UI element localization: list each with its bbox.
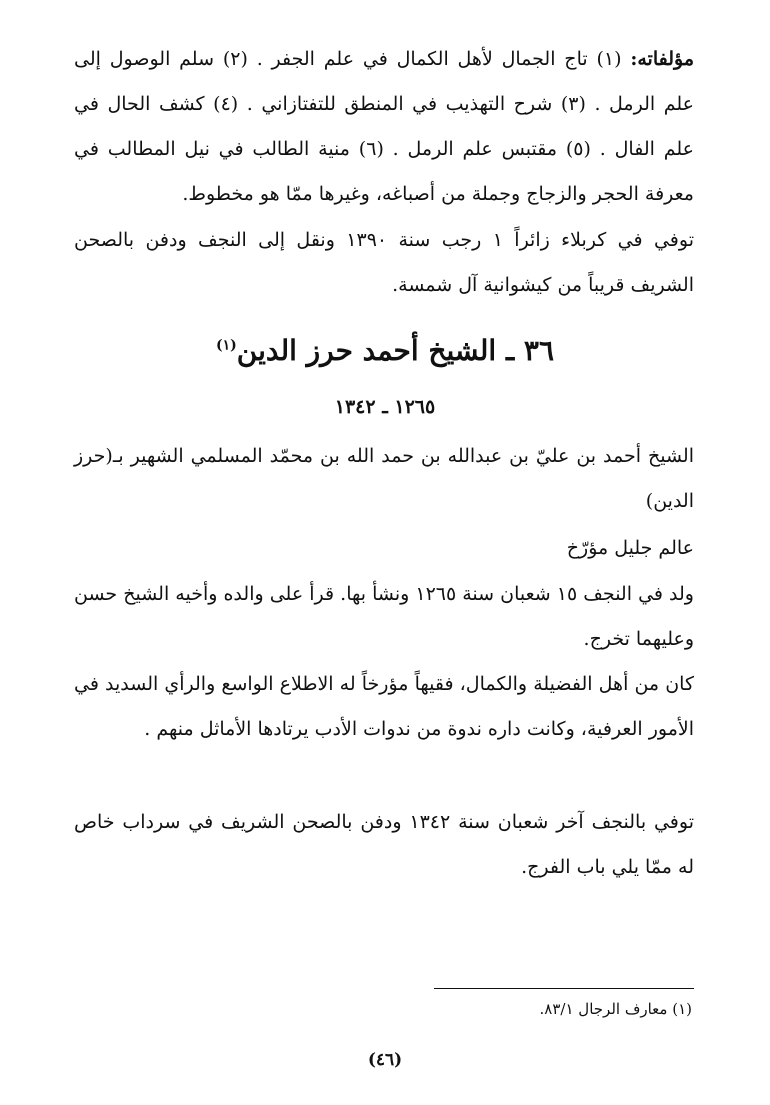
authors-label: مؤلفاته: [630,48,694,70]
entry-paragraph-2: عالم جليل مؤرّخ [566,537,694,559]
previous-death-paragraph: توفي في كربلاء زائراً ١ رجب سنة ١٣٩٠ ونقل إلى النجف ودفن بالصحن الشريف قريباً من كيشوانية آل شمسة. [74,229,694,296]
authors-paragraph [74,37,694,217]
page-number: (٤٦) [367,1050,403,1070]
footnote-divider [434,988,694,989]
entry-title-text: ٣٦ ـ الشيخ أحمد حرز الدين [236,334,554,367]
entry-paragraph-3: ولد في النجف ١٥ شعبان سنة ١٢٦٥ ونشأ بها. قرأ على والده وأخيه الشيخ حسن وعليهما تخرج. [74,583,694,650]
entry-paragraph-4: كان من أهل الفضيلة والكمال، فقيهاً مؤرخاً له الاطلاع الواسع والرأي السديد في الأمور العرفية، وكانت داره ندوة من ندوات الأدب يرتادها الأماثل منهم . [74,673,694,740]
entry-paragraph-5: توفي بالنجف آخر شعبان سنة ١٣٤٢ ودفن بالصحن الشريف في سرداب خاص له ممّا يلي باب الفرج. [74,811,694,878]
authors-text: (١) تاج الجمال لأهل الكمال في علم الجفر . (٢) سلم الوصول إلى علم الرمل . (٣) شرح التهذيب في المنطق للتفتازاني . (٤) كشف الحال في علم الفال . (٥) مقتبس علم الرمل . (٦) منية الطالب في نيل المطالب في معرفة الحجر والزجاج وجملة من أصباغه، وغيرها ممّا هو مخطوط. [74,48,694,205]
entry-paragraph-1: الشيخ أحمد بن عليّ بن عبدالله بن حمد الله بن محمّد المسلمي الشهير بـ(حرز الدين) [74,445,694,512]
entry-title [0,334,770,367]
footnote-marker: (١) [216,337,237,354]
entry-years: ١٢٦٥ ـ ١٣٤٢ [334,396,436,418]
footnote: (١) معارف الرجال ٨٣/١. [539,1000,692,1018]
